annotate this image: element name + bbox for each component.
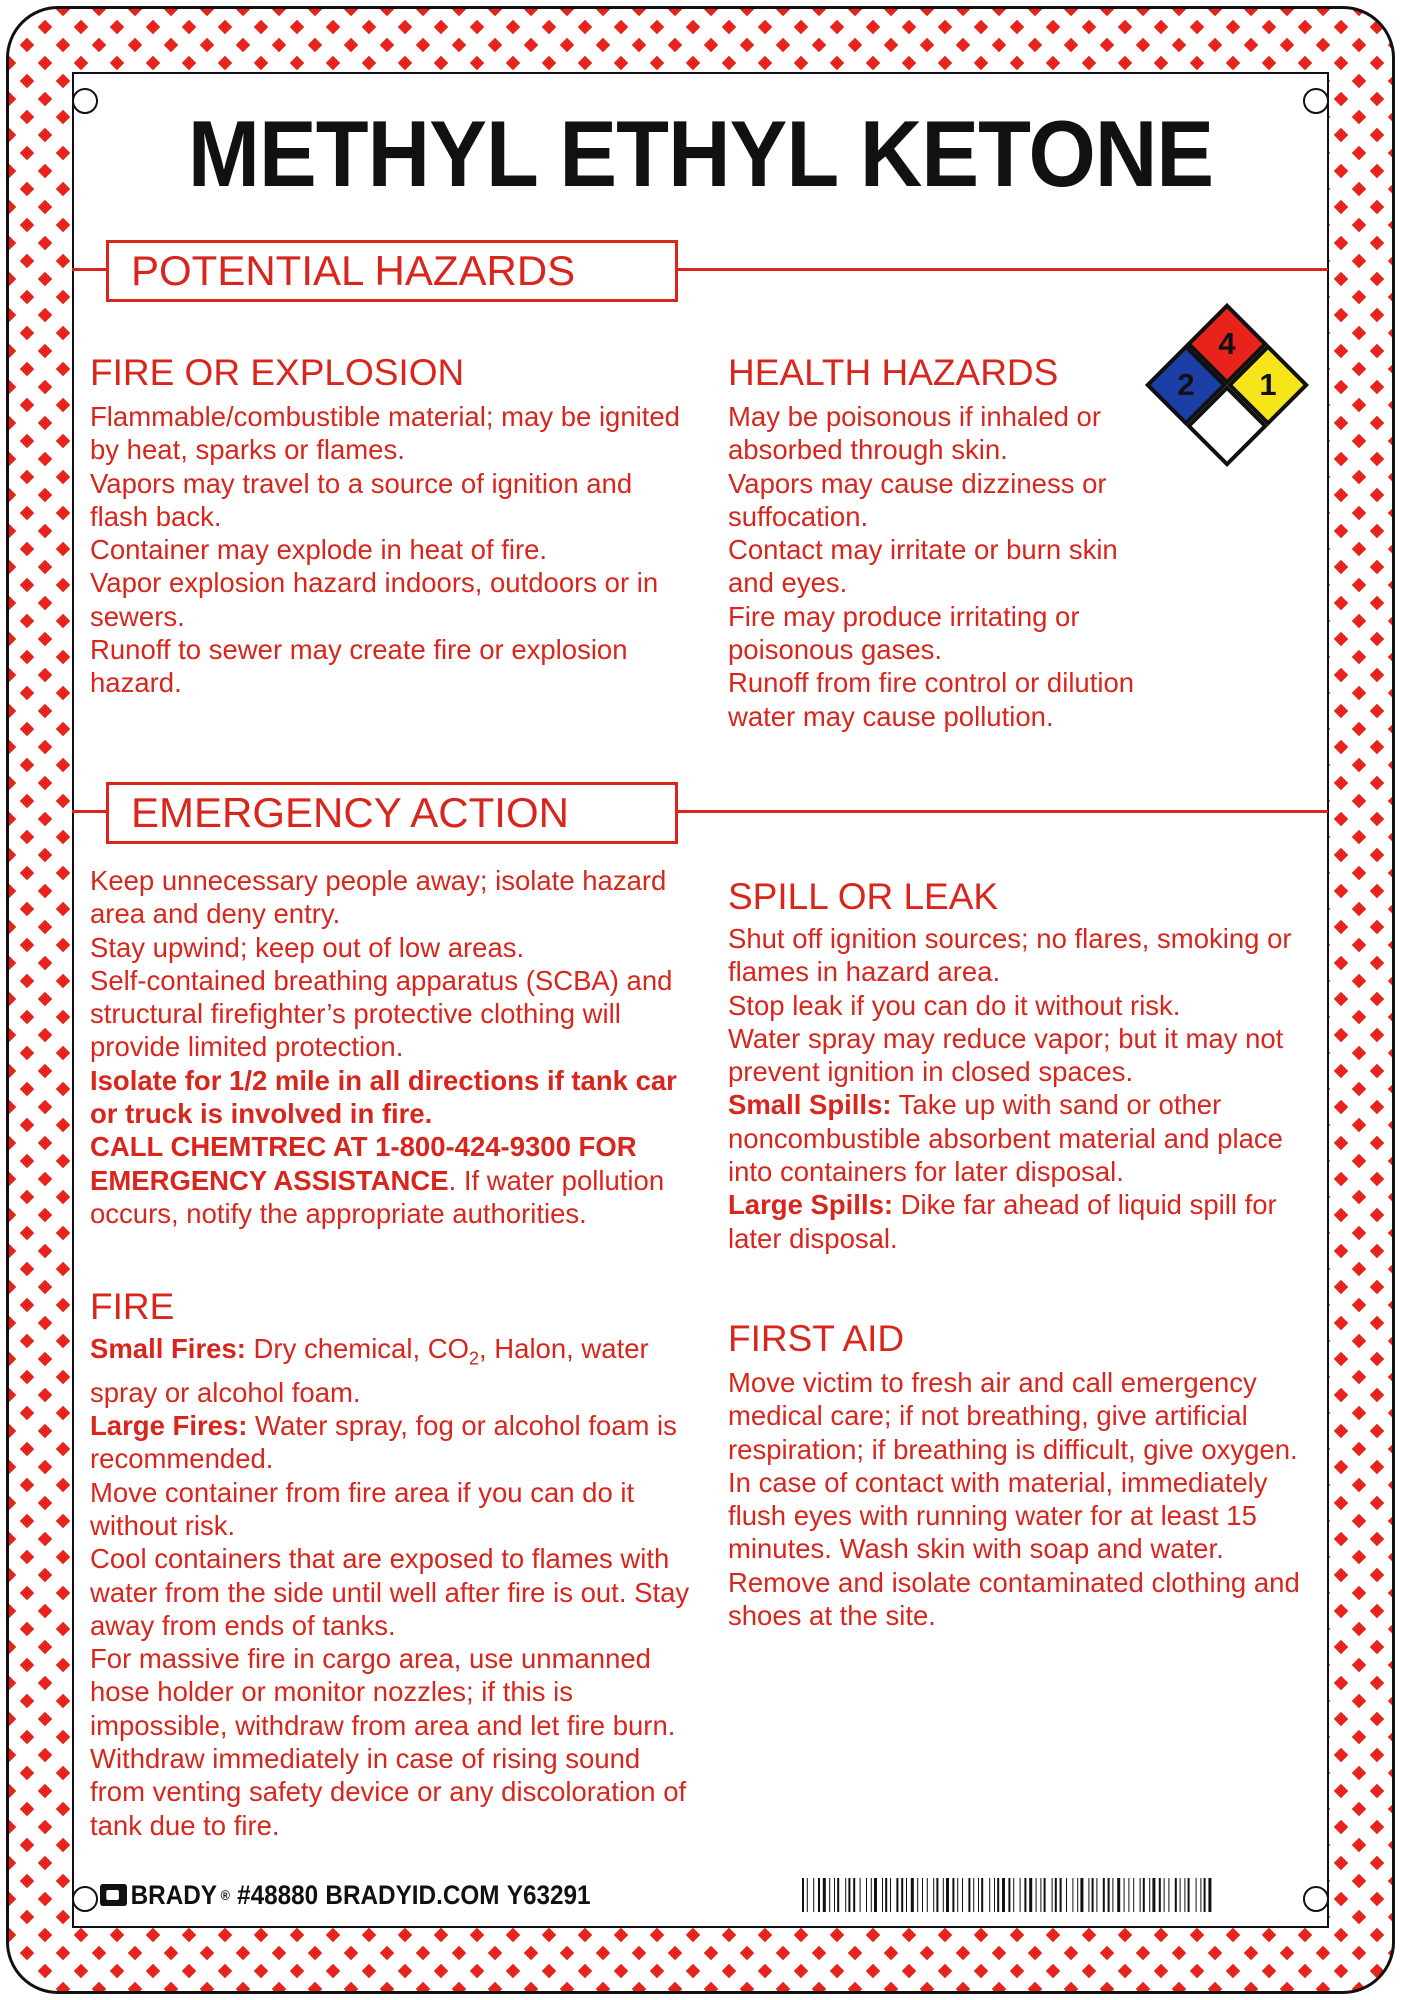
list-item: Contact may irritate or burn skin and eyes. <box>728 534 1118 599</box>
barcode-bar <box>973 1878 974 1912</box>
barcode-bar <box>1024 1878 1026 1912</box>
list-item <box>90 1130 690 1230</box>
nfpa-diamond-icon <box>1142 300 1312 470</box>
barcode-bar <box>1013 1878 1014 1912</box>
list-item: Flammable/combustible material; may be ignited by heat, sparks or flames. <box>90 401 680 466</box>
barcode-bar <box>885 1878 887 1912</box>
barcode-bar <box>813 1878 814 1912</box>
barcode-bar <box>901 1878 903 1912</box>
chemtrec-note-rest: . If water pollution occurs, notify the appropriate authorities. <box>90 1164 665 1229</box>
section-heading-emergency-action: EMERGENCY ACTION <box>106 782 678 844</box>
list-item: Withdraw immediately in case of rising sound from venting safety device or any discoloration of tank due to fire. <box>90 1743 687 1841</box>
mounting-hole-bottom-right <box>1303 1886 1329 1912</box>
small-fires-label: Small Fires: <box>90 1333 246 1364</box>
list-item <box>90 1332 690 1409</box>
barcode-bar <box>981 1878 983 1912</box>
list-item: For massive fire in cargo area, use unmanned hose holder or monitor nozzles; if this is impossible, withdraw from area and let fire burn. <box>90 1643 676 1741</box>
list-item: Runoff from fire control or dilution water may cause pollution. <box>728 667 1135 732</box>
nfpa-health-rating: 2 <box>1177 367 1195 402</box>
barcode-bar <box>882 1878 883 1912</box>
barcode-bar <box>1140 1878 1141 1912</box>
barcode-bar <box>1200 1878 1201 1912</box>
barcode-bar <box>943 1878 944 1912</box>
brady-logo-icon <box>100 1884 127 1906</box>
barcode-bar <box>890 1878 891 1912</box>
barcode-bar <box>952 1878 954 1912</box>
barcode-bar <box>933 1878 934 1912</box>
barcode-bar <box>1112 1878 1113 1912</box>
list-item: Move container from fire area if you can do it without risk. <box>90 1476 635 1541</box>
barcode-bar <box>866 1878 867 1912</box>
barcode-bar <box>1117 1878 1120 1912</box>
barcode-bar <box>1124 1878 1125 1912</box>
website: BRADYID.COM <box>325 1879 500 1910</box>
fire-text <box>90 1332 690 1842</box>
list-item <box>90 1409 690 1476</box>
nfpa-flammability-rating: 4 <box>1218 326 1236 361</box>
barcode-bar <box>1055 1878 1057 1912</box>
list-item: Runoff to sewer may create fire or explosion hazard. <box>90 634 628 699</box>
barcode-bar <box>1188 1878 1190 1912</box>
list-item: Stay upwind; keep out of low areas. <box>90 931 525 963</box>
barcode-bar <box>1164 1878 1165 1912</box>
large-spills-label: Large Spills: <box>728 1189 894 1221</box>
barcode-bar <box>1060 1878 1062 1912</box>
barcode-bar <box>1184 1878 1185 1912</box>
barcode-bar <box>837 1878 839 1912</box>
barcode-bar <box>1020 1878 1021 1912</box>
list-item: Move victim to fresh air and call emergency medical care; if not breathing, give artificial respiration; if breathing is difficult, give oxygen. In case of contact with material, immediately flush eyes with running water for at least 15 minutes. Wash skin with soap and water. Remove and isolate contaminated clothing and shoes at the site. <box>728 1367 1300 1632</box>
barcode-bar <box>1002 1878 1005 1912</box>
list-item: Vapor explosion hazard indoors, outdoors or in sewers. <box>90 567 659 632</box>
list-item: Cool containers that are exposed to flames with water from the side until well after fire is out. Stay away from ends of tanks. <box>90 1543 690 1641</box>
barcode-bar <box>911 1878 914 1912</box>
small-fires-text-rest: , Halon, water spray or alcohol foam. <box>90 1333 649 1408</box>
barcode-bar <box>906 1878 907 1912</box>
list-item: Fire may produce irritating or poisonous gases. <box>728 600 1080 666</box>
health-hazards-text <box>728 400 1138 733</box>
list-item: Vapors may cause dizziness or suffocation. <box>728 467 1107 532</box>
small-fires-text: Dry chemical, CO <box>245 1333 469 1364</box>
barcode-bar <box>1133 1878 1134 1912</box>
barcode-bar <box>1008 1878 1010 1912</box>
barcode-bar <box>1108 1878 1110 1912</box>
section-rule-left <box>72 268 106 271</box>
barcode-bar <box>1159 1878 1161 1912</box>
barcode-bar <box>978 1878 979 1912</box>
spill-or-leak-text <box>728 922 1328 1255</box>
barcode-bar <box>871 1878 872 1912</box>
large-spills-text: Dike far ahead of liquid spill for later disposal. <box>728 1189 1277 1254</box>
barcode-bar <box>1180 1878 1181 1912</box>
brady-logo <box>100 1880 230 1911</box>
barcode-bar <box>1149 1878 1150 1912</box>
barcode-bar <box>845 1878 846 1912</box>
barcode-bar <box>1040 1878 1041 1912</box>
large-fires-label: Large Fires: <box>90 1410 248 1442</box>
barcode-bar <box>1168 1878 1169 1912</box>
barcode-bar <box>1066 1878 1067 1912</box>
brand-name: BRADY <box>130 1879 218 1910</box>
heading-fire: FIRE <box>90 1286 175 1327</box>
isolation-distance-note: Isolate for 1/2 mile in all directions if tank car or truck is involved in fire. <box>90 1064 677 1130</box>
barcode-bar <box>834 1878 835 1912</box>
barcode-bar <box>917 1878 918 1912</box>
barcode-bar <box>1052 1878 1053 1912</box>
barcode-bar <box>1080 1878 1083 1912</box>
first-aid-text <box>728 1366 1328 1632</box>
barcode-bar <box>1143 1878 1145 1912</box>
barcode-bar <box>968 1878 970 1912</box>
barcode-bar <box>807 1878 808 1912</box>
barcode-bar <box>829 1878 830 1912</box>
section-rule-left <box>72 810 106 813</box>
barcode-bar <box>848 1878 850 1912</box>
small-spills-text: Take up with sand or other noncombustible absorbent material and place into containers for later disposal. <box>728 1089 1283 1188</box>
barcode-bar <box>922 1878 923 1912</box>
barcode-bar <box>823 1878 826 1912</box>
barcode-bar <box>1208 1878 1211 1912</box>
barcode-bar <box>936 1878 938 1912</box>
list-item: Keep unnecessary people away; isolate hazard area and deny entry. <box>90 865 667 930</box>
heading-health-hazards: HEALTH HAZARDS <box>728 352 1059 393</box>
barcode-bar <box>1092 1878 1094 1912</box>
section-rule-right <box>678 810 1328 813</box>
barcode-bar <box>1204 1878 1206 1912</box>
nfpa-instability-rating: 1 <box>1259 367 1277 402</box>
barcode-bar <box>957 1878 958 1912</box>
footer <box>100 1878 591 1912</box>
part-number: #48880 <box>237 1879 319 1910</box>
barcode-bar <box>1096 1878 1097 1912</box>
heading-fire-or-explosion: FIRE OR EXPLOSION <box>90 352 465 393</box>
list-item: Water spray may reduce vapor; but it may not prevent ignition in closed spaces. <box>728 1022 1284 1088</box>
registered-mark: ® <box>220 1887 230 1903</box>
list-item: Container may explode in heat of fire. <box>90 534 548 566</box>
barcode-bar <box>997 1878 999 1912</box>
barcode-bar <box>818 1878 820 1912</box>
product-code: Y63291 <box>506 1879 591 1910</box>
barcode-bar <box>1044 1878 1046 1912</box>
barcode-bar <box>1196 1878 1197 1912</box>
barcode-bar <box>962 1878 963 1912</box>
list-item <box>90 1064 690 1131</box>
barcode-bar <box>1077 1878 1078 1912</box>
mounting-hole-bottom-left <box>72 1886 98 1912</box>
barcode-bar <box>1036 1878 1037 1912</box>
list-item <box>728 1188 1328 1255</box>
list-item: May be poisonous if inhaled or absorbed through skin. <box>728 401 1102 466</box>
barcode-bar <box>1103 1878 1105 1912</box>
barcode-bar <box>802 1878 804 1912</box>
section-rule-right <box>678 268 1328 271</box>
barcode-bar <box>927 1878 928 1912</box>
barcode-bar <box>853 1878 855 1912</box>
page-title: METHYL ETHYL KETONE <box>187 101 1214 206</box>
barcode-bar <box>989 1878 990 1912</box>
list-item: Vapors may travel to a source of ignition and flash back. <box>90 467 633 532</box>
barcode-bar <box>1175 1878 1177 1912</box>
heading-first-aid: FIRST AID <box>728 1318 905 1359</box>
fire-or-explosion-text <box>90 400 690 700</box>
list-item <box>728 1088 1328 1188</box>
list-item: Shut off ignition sources; no flares, smoking or flames in hazard area. <box>728 923 1292 988</box>
heading-spill-or-leak: SPILL OR LEAK <box>728 876 999 917</box>
barcode-bar <box>1152 1878 1155 1912</box>
list-item: Stop leak if you can do it without risk. <box>728 989 1181 1021</box>
small-spills-label: Small Spills: <box>728 1089 892 1121</box>
barcode-bar <box>994 1878 995 1912</box>
co2-subscript: 2 <box>469 1348 480 1369</box>
chemtrec-note: CALL CHEMTREC AT 1-800-424-9300 FOR EMERGENCY ASSISTANCE <box>90 1131 637 1196</box>
emergency-action-text <box>90 864 690 1230</box>
section-heading-potential-hazards: POTENTIAL HAZARDS <box>106 240 678 302</box>
barcode-bar <box>1029 1878 1032 1912</box>
barcode-bar <box>1088 1878 1089 1912</box>
barcode-bar <box>1128 1878 1129 1912</box>
barcode-bar <box>874 1878 877 1912</box>
barcode-bar <box>860 1878 861 1912</box>
barcode-icon <box>802 1878 1212 1912</box>
barcode-bar <box>896 1878 898 1912</box>
barcode-bar <box>946 1878 949 1912</box>
large-fires-text: Water spray, fog or alcohol foam is recommended. <box>90 1410 677 1475</box>
list-item: Self-contained breathing apparatus (SCBA) and structural firefighter’s protective clothing will provide limited protection. <box>90 964 673 1063</box>
barcode-bar <box>1072 1878 1073 1912</box>
